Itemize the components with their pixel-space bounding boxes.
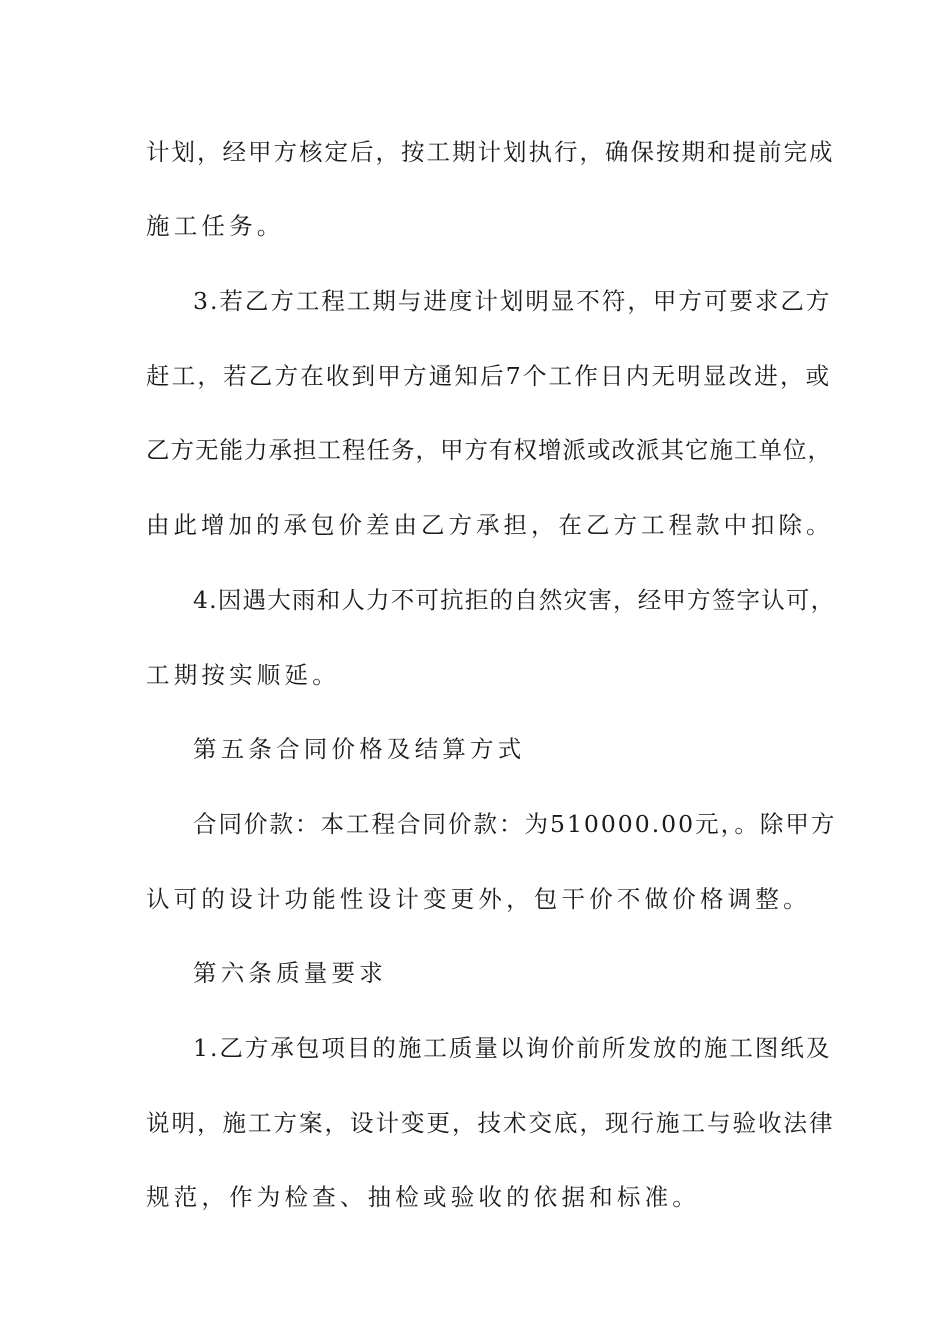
- text-line: 说明，施工方案，设计变更，技术交底，现行施工与验收法律: [146, 1109, 835, 1137]
- text-line: 规范，作为检查、抽检或验收的依据和标准。: [146, 1183, 700, 1211]
- text-line: 认可的设计功能性设计变更外，包干价不做价格调整。: [146, 885, 811, 913]
- text-line: 由此增加的承包价差由乙方承担，在乙方工程款中扣除。: [146, 511, 834, 539]
- clause-6-1: 1.乙方承包项目的施工质量以询价前所发放的施工图纸及: [193, 1034, 832, 1062]
- clause-4-3: 3.若乙方工程工期与进度计划明显不符，甲方可要求乙方: [193, 287, 832, 315]
- text-line: 赶工，若乙方在收到甲方通知后7个工作日内无明显改进，或: [146, 362, 832, 390]
- text-line: 乙方无能力承担工程任务，甲方有权增派或改派其它施工单位，: [146, 436, 832, 464]
- text-line: 计划，经甲方核定后，按工期计划执行，确保按期和提前完成: [146, 138, 835, 166]
- text-line: 施工任务。: [146, 212, 285, 240]
- contract-price-line: 合同价款：本工程合同价款：为510000.00元，。除甲方: [193, 810, 837, 838]
- article-5-heading: 第五条合同价格及结算方式: [193, 735, 526, 763]
- clause-4-4: 4.因遇大雨和人力不可抗拒的自然灾害，经甲方签字认可，: [193, 586, 836, 614]
- text-line: 工期按实顺延。: [146, 661, 340, 689]
- article-6-heading: 第六条质量要求: [193, 959, 387, 987]
